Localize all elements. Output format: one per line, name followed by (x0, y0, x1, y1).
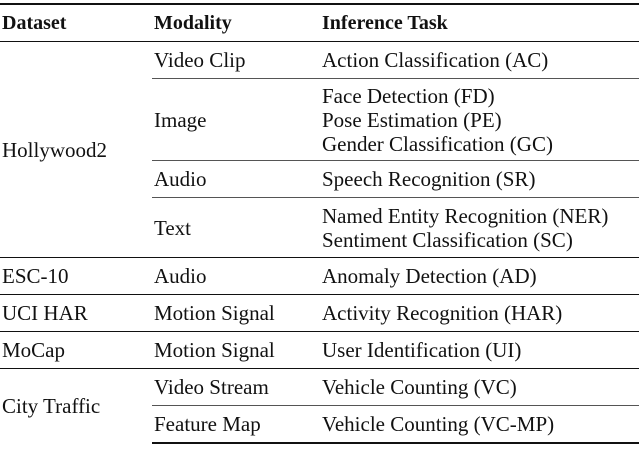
dataset-table (0, 3, 639, 444)
task-cell (320, 295, 639, 332)
task-label: Vehicle Counting (VC-MP) (322, 411, 555, 436)
task-cell (320, 79, 639, 161)
header-modality: Modality (154, 12, 232, 34)
modality-cell: Audio (152, 161, 320, 198)
task-label: Pose Estimation (PE) (322, 107, 502, 132)
modality-cell: Video Clip (154, 48, 246, 72)
dataset-cell-ucihar: UCI HAR (2, 301, 88, 325)
task-cell (320, 42, 639, 79)
task-cell (320, 258, 639, 295)
task-label: Gender Classification (GC) (322, 131, 553, 156)
table-header-row (0, 4, 639, 42)
header-task: Inference Task (322, 12, 448, 34)
modality-cell: Text (152, 198, 320, 258)
dataset-cell-esc10: ESC-10 (2, 264, 69, 288)
task-cell (320, 161, 639, 198)
modality-cell: Video Stream (154, 375, 269, 399)
modality-cell: Feature Map (152, 406, 320, 443)
table-row (0, 258, 639, 295)
task-cell (320, 198, 639, 258)
table-row (0, 369, 639, 406)
modality-cell: Motion Signal (154, 338, 275, 362)
task-label: Sentiment Classification (SC) (322, 227, 573, 252)
task-cell (320, 332, 639, 369)
header-dataset: Dataset (2, 12, 67, 34)
task-label: Activity Recognition (HAR) (322, 301, 563, 325)
dataset-cell-mocap: MoCap (2, 338, 65, 362)
table-row (0, 332, 639, 369)
modality-cell: Motion Signal (154, 301, 275, 325)
task-label: Action Classification (AC) (322, 48, 549, 72)
table-row (0, 42, 639, 79)
dataset-cell-citytraffic: City Traffic (2, 393, 101, 418)
table-row (0, 295, 639, 332)
task-label: Vehicle Counting (VC) (322, 375, 517, 399)
dataset-cell-hollywood2: Hollywood2 (2, 137, 107, 162)
modality-cell: Audio (154, 264, 207, 288)
modality-cell: Image (152, 79, 320, 161)
task-label: Speech Recognition (SR) (322, 167, 536, 191)
task-cell (320, 406, 639, 443)
task-label: Anomaly Detection (AD) (322, 264, 537, 288)
task-label: Named Entity Recognition (NER) (322, 203, 609, 228)
task-label: User Identification (UI) (322, 338, 522, 362)
task-cell (320, 369, 639, 406)
task-label: Face Detection (FD) (322, 83, 495, 108)
